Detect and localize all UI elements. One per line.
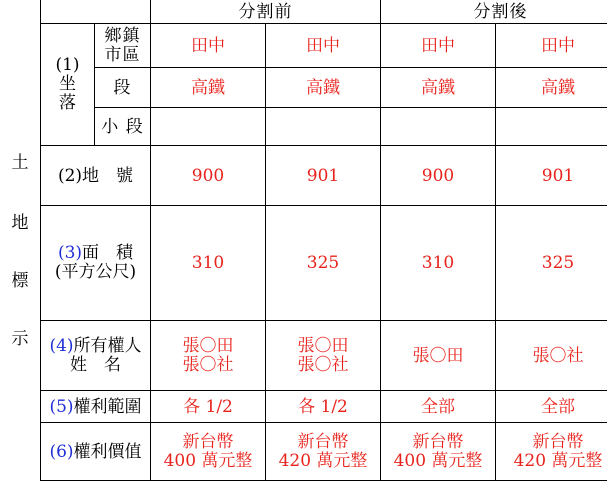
lot-number-value-2: 901 [266, 146, 381, 206]
row-area [41, 206, 607, 321]
value-label [41, 423, 151, 481]
owner-value-1-line-1: 張〇田 [182, 335, 234, 356]
value-value-4-line-1: 新台幣 [532, 431, 584, 452]
area-label [41, 206, 151, 321]
owner-value-1-line-2: 張〇社 [182, 354, 234, 375]
township-label-line-1: 鄉鎮 [104, 25, 141, 46]
township-value-1: 田中 [151, 24, 266, 68]
lot-number-value-3: 900 [381, 146, 496, 206]
scope-value-4: 全部 [496, 391, 607, 423]
area-value-4: 325 [496, 206, 607, 321]
area-value-1: 310 [151, 206, 266, 321]
subsection-value-1 [151, 108, 266, 146]
scope-value-3: 全部 [381, 391, 496, 423]
lot-number-value-4: 901 [496, 146, 607, 206]
lot-number-value-1: 900 [151, 146, 266, 206]
row-scope [41, 391, 607, 423]
owner-value-2-line-2: 張〇社 [297, 354, 349, 375]
side-label-char-4: 示 [11, 329, 29, 349]
township-value-4: 田中 [496, 24, 607, 68]
header-corner [41, 0, 151, 24]
area-num: (3) [57, 243, 83, 263]
subsection-label: 小 段 [95, 108, 151, 146]
section-value-3: 高鐵 [381, 68, 496, 108]
value-value-4 [496, 423, 607, 481]
scope-value-1: 各 1/2 [151, 391, 266, 423]
value-value-3 [381, 423, 496, 481]
row-township [41, 24, 607, 68]
value-value-4-line-2: 420 萬元整 [513, 450, 603, 471]
scope-label [41, 391, 151, 423]
subsection-value-2 [266, 108, 381, 146]
value-value-1 [151, 423, 266, 481]
value-value-2 [266, 423, 381, 481]
value-value-1-line-1: 新台幣 [182, 431, 234, 452]
value-value-3-line-1: 新台幣 [412, 431, 464, 452]
section-value-1: 高鐵 [151, 68, 266, 108]
scope-label-text: 權利範圍 [73, 396, 142, 417]
value-value-3-line-2: 400 萬元整 [393, 450, 483, 471]
value-value-2-line-1: 新台幣 [297, 431, 349, 452]
section-label: 段 [95, 68, 151, 108]
area-value-3: 310 [381, 206, 496, 321]
side-label-char-1: 土 [11, 153, 29, 173]
lot-number-num: (2) [57, 165, 83, 186]
row-section [41, 68, 607, 108]
row-owner [41, 321, 607, 391]
section-value-2: 高鐵 [266, 68, 381, 108]
row-value [41, 423, 607, 481]
row-subsection [41, 108, 607, 146]
scope-value-2: 各 1/2 [266, 391, 381, 423]
location-group-num: (1) [55, 55, 80, 75]
subsection-value-3 [381, 108, 496, 146]
row-lot-number [41, 146, 607, 206]
value-num: (6) [49, 441, 74, 462]
township-label [95, 24, 151, 68]
area-value-2: 325 [266, 206, 381, 321]
location-group-text: 坐落 [59, 74, 76, 113]
land-info-table [40, 0, 607, 481]
township-value-3: 田中 [381, 24, 496, 68]
subsection-value-4 [496, 108, 607, 146]
value-label-text: 權利價值 [73, 441, 142, 462]
owner-value-3: 張〇田 [381, 321, 496, 391]
side-label-char-2: 地 [11, 213, 29, 233]
owner-label-line-2: 姓 名 [70, 354, 121, 375]
header-row [41, 0, 607, 24]
lot-number-label [41, 146, 151, 206]
owner-value-2-line-1: 張〇田 [297, 335, 349, 356]
header-before: 分割前 [151, 0, 381, 24]
header-after: 分割後 [381, 0, 607, 24]
area-label-line-1: 面 積 [82, 243, 134, 263]
township-value-2: 田中 [266, 24, 381, 68]
owner-value-4: 張〇社 [496, 321, 607, 391]
side-label-char-3: 標 [11, 271, 29, 291]
scope-num: (5) [49, 396, 74, 417]
owner-label [41, 321, 151, 391]
section-value-4: 高鐵 [496, 68, 607, 108]
owner-num: (4) [49, 335, 74, 356]
area-label-line-2: (平方公尺) [54, 262, 137, 282]
location-group-label [41, 24, 95, 146]
owner-value-1 [151, 321, 266, 391]
owner-value-2 [266, 321, 381, 391]
value-value-2-line-2: 420 萬元整 [278, 450, 368, 471]
owner-label-line-1: 所有權人 [73, 335, 142, 356]
lot-number-text: 地 號 [82, 165, 134, 186]
township-label-line-2: 市區 [104, 44, 141, 65]
value-value-1-line-2: 400 萬元整 [163, 450, 253, 471]
